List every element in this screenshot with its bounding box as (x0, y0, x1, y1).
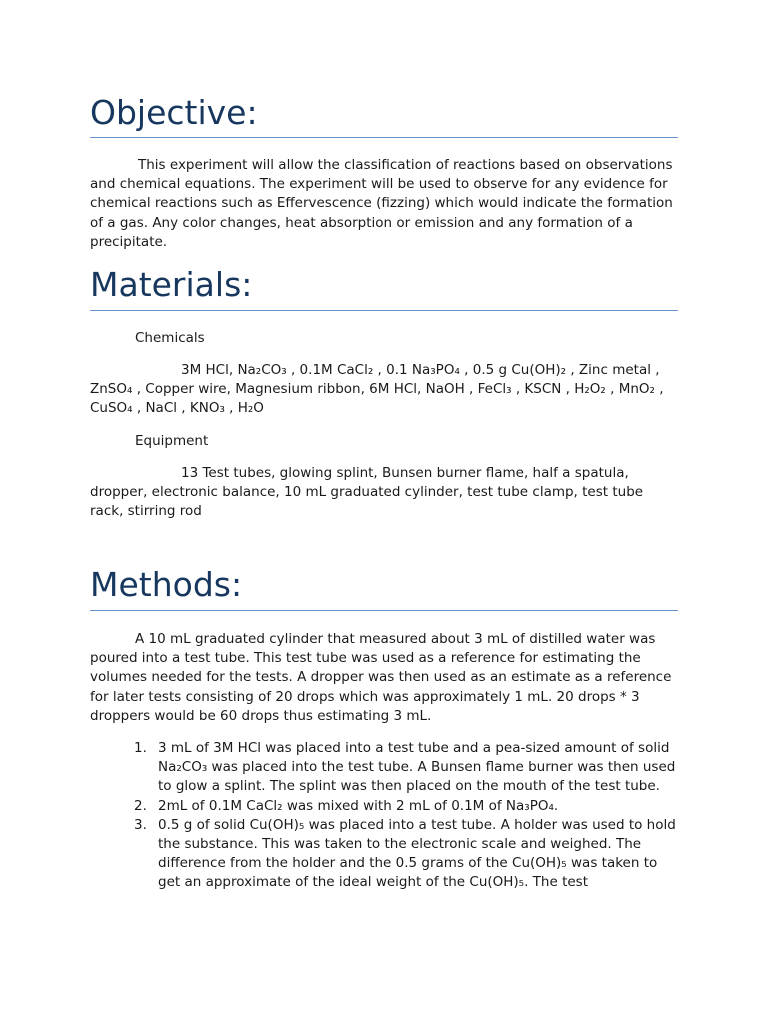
materials-divider (90, 310, 678, 311)
equipment-list: 13 Test tubes, glowing splint, Bunsen burner flame, half a spatula, dropper, electronic balance, 10 mL graduated cylinder, test tube clamp, test tube rack, stirring rod (90, 465, 644, 520)
step-number: 1. (134, 740, 147, 756)
chemicals-label: Chemicals (135, 330, 205, 346)
step-text: 3 mL of 3M HCl was placed into a test tube and a pea-sized amount of solid Na₂CO₃ was placed into the test tube. A Bunsen flame burner was then used to glow a splint. The splint was then placed on the mouth of the test tube. (158, 740, 676, 795)
step-text: 0.5 g of solid Cu(OH)₅ was placed into a test tube. A holder was used to hold the substance. This was taken to the electronic scale and weighed. The difference from the holder and the 0.5 grams of the Cu(OH)₅ was taken to get an approximate of the ideal weight of the Cu(OH)₅. The test (158, 816, 676, 891)
step-number: 3. (134, 816, 147, 833)
methods-intro: A 10 mL graduated cylinder that measured about 3 mL of distilled water was poured into a test tube. This test tube was used as a reference for estimating the volumes needed for the tests. A dropper was then used as an estimate as a reference for later tests consisting of 20 drops which was approximately 1 mL. 20 drops * 3 droppers would be 60 drops thus estimating 3 mL. (90, 631, 672, 724)
objective-paragraph: This experiment will allow the classification of reactions based on observations and chemical equations. The experiment will be used to observe for any evidence for chemical reactions such as Effervescence (fizzing) which would indicate the formation of a gas. Any color changes, heat absorption or emission and any formation of a precipitate. (90, 157, 673, 250)
list-item (90, 797, 680, 816)
list-item (90, 739, 680, 797)
objective-divider (90, 137, 678, 138)
equipment-label: Equipment (135, 433, 209, 449)
step-number: 2. (134, 797, 147, 814)
methods-heading: Methods: (90, 565, 243, 604)
methods-divider (90, 610, 678, 611)
methods-steps (90, 739, 680, 893)
list-item (90, 816, 680, 893)
step-text: 2mL of 0.1M CaCl₂ was mixed with 2 mL of 0.1M of Na₃PO₄. (158, 797, 559, 814)
objective-heading: Objective: (90, 93, 258, 132)
chemicals-list: 3M HCl, Na₂CO₃ , 0.1M CaCl₂ , 0.1 Na₃PO₄ , 0.5 g Cu(OH)₂ , Zinc metal , ZnSO₄ , Copper wire, Magnesium ribbon, 6M HCl, NaOH , FeCl₃ , KSCN , H₂O₂ , MnO₂ , CuSO₄ , NaCl , KNO₃ , H₂O (90, 362, 664, 417)
materials-heading: Materials: (90, 265, 253, 304)
